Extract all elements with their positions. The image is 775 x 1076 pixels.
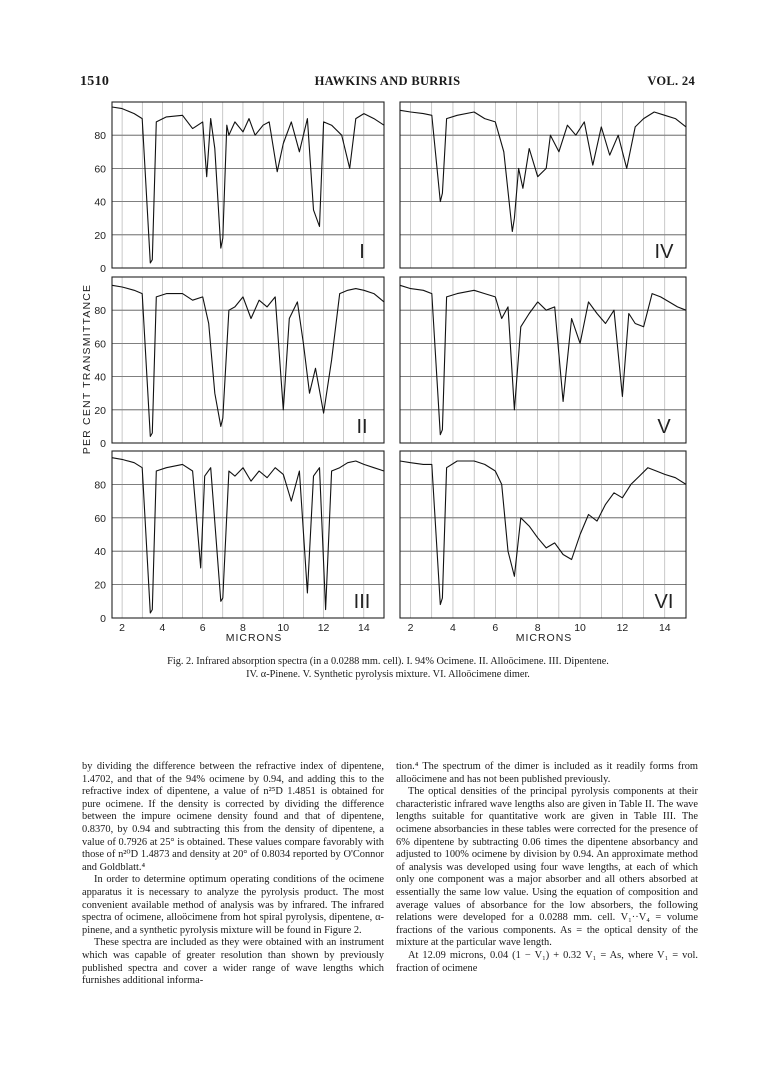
y-tick-label: 40: [94, 196, 106, 209]
x-axis-label-right: MICRONS: [515, 632, 573, 644]
y-tick-label: 20: [94, 404, 106, 417]
x-tick-label: 2: [119, 622, 125, 634]
y-tick-label: 80: [94, 305, 106, 318]
x-tick-label: 6: [492, 622, 499, 634]
x-tick-label: 6: [199, 622, 206, 634]
x-tick-label: 12: [317, 622, 330, 634]
panel-label-III: III: [353, 591, 371, 613]
y-tick-label: 40: [94, 371, 106, 384]
x-tick-label: 10: [277, 622, 290, 634]
caption-line-2: IV. α-Pinene. V. Synthetic pyrolysis mixture. VI. Alloöcimene dimer.: [246, 668, 530, 680]
spectrum-trace-I: [112, 107, 384, 263]
x-tick-label: 4: [159, 622, 166, 634]
spectrum-panel-I: [112, 102, 384, 268]
panel-label-I: I: [359, 241, 365, 263]
page-number: 1510: [80, 74, 110, 89]
y-axis-label: PER CENT TRANSMITTANCE: [81, 283, 93, 455]
y-tick-label: 80: [94, 479, 106, 492]
y-tick-label: 60: [94, 512, 106, 525]
spectrum-trace-II: [112, 285, 384, 436]
y-tick-label: 20: [94, 229, 106, 242]
paragraph: The optical densities of the principal pyrolysis components at their characteristic infrared wave lengths also are given in Table II. The wave lengths suitable for quantitative work are given in Table III. The ocimene absorbancies in these tables were corrected for the presence of 6% dipentene by subtracting 0.06 times the dipentene absorbancy and adjusted to 100% ocimene by division by 0.94. An approximate method of analysis was developed using four wave lengths, at each of which only one component was a major absorber and all others absorbed at essentially the same low value. Using the equation of composition and average values of absorbance for the low absorbers, the following relations were developed for a 0.0288 mm. cell. V₁··V₄ = volume fractions of the various components. As = the optical density of the mixture at the particular wave length.: [396, 786, 698, 949]
spectrum-trace-III: [112, 458, 384, 613]
body-right-column: [396, 761, 698, 975]
x-tick-label: 4: [450, 622, 456, 634]
y-tick-label: 80: [94, 130, 106, 143]
panel-label-II: II: [356, 416, 368, 438]
y-tick-label: 0: [100, 613, 106, 625]
x-tick-label: 2: [407, 622, 414, 634]
y-tick-label: 0: [100, 263, 106, 275]
y-tick-label: 40: [94, 546, 106, 559]
x-tick-label: 10: [574, 622, 586, 634]
y-tick-label: 0: [100, 438, 106, 450]
body-left-column: [82, 761, 384, 988]
panel-label-V: V: [657, 416, 671, 438]
spectrum-panel-II: [112, 277, 384, 443]
spectrum-trace-VI: [400, 461, 686, 605]
panel-label-VI: VI: [654, 591, 674, 613]
paragraph: In order to determine optimum operating conditions of the ocimene apparatus it is necessary to analyze the pyrolysis product. The most convenient available method of analysis was by infrared. The infrared spectra of ocimene, alloöcimene from hot spiral pyrolysis, dipentene, α-pinene, and a synthetic pyrolysis mixture will be found in Figure 2.: [82, 874, 384, 936]
paragraph: At 12.09 microns, 0.04 (1 − V₁) + 0.32 V₁ = As, where V₁ = vol. fraction of ocimene: [396, 949, 698, 974]
paragraph: These spectra are included as they were obtained with an instrument which was capable of greater resolution than shown by previously published spectra and cover a wider range of wave lengths which furnishes additional informa-: [82, 937, 384, 987]
y-tick-label: 60: [94, 163, 106, 176]
x-tick-label: 8: [240, 622, 246, 634]
spectrum-panel-III: [112, 451, 384, 618]
spectrum-panel-V: [400, 277, 686, 443]
spectrum-panel-VI: [400, 451, 686, 618]
spectrum-panel-IV: [400, 102, 686, 268]
y-tick-label: 20: [94, 579, 106, 592]
paragraph: by dividing the difference between the refractive index of dipentene, 1.4702, and that of the 94% ocimene by 0.94, and adding this to the refractive index of dipentene, a value of n²⁵D 1.4851 is obtained for pure ocimene. If the density is corrected by dividing the difference between the impure ocimene density found and that of dipentene, 0.8370, by 0.94 and subtracting this from the density of dipentene, a value of 0.7926 at 25° is obtained. These values compare favorably with those of n²⁰D 1.4873 and density at 20° of 0.8034 reported by O'Connor and Goldblatt.⁴: [82, 761, 384, 873]
paragraph: tion.⁴ The spectrum of the dimer is included as it readily forms from alloöcimene and has not been published previously.: [396, 761, 698, 785]
spectrum-trace-IV: [400, 110, 686, 231]
spectrum-trace-V: [400, 285, 686, 434]
figure-caption: [82, 656, 694, 681]
x-axis-label-left: MICRONS: [225, 632, 283, 644]
x-tick-label: 12: [616, 622, 629, 634]
x-tick-label: 14: [358, 622, 370, 634]
x-tick-label: 8: [534, 622, 541, 634]
volume-label: VOL. 24: [647, 74, 695, 88]
y-tick-label: 60: [94, 338, 106, 351]
x-tick-label: 14: [658, 622, 671, 634]
caption-line-1: Fig. 2. Infrared absorption spectra (in a 0.0288 mm. cell). I. 94% Ocimene. II. Alloöcimene. III. Dipentene.: [167, 656, 609, 667]
spectrum-panels: [112, 102, 686, 618]
running-title: HAWKINS AND BURRIS: [314, 74, 461, 88]
y-tick-labels: [94, 130, 106, 625]
x-tick-labels: [119, 622, 671, 634]
panel-label-IV: IV: [654, 241, 674, 263]
